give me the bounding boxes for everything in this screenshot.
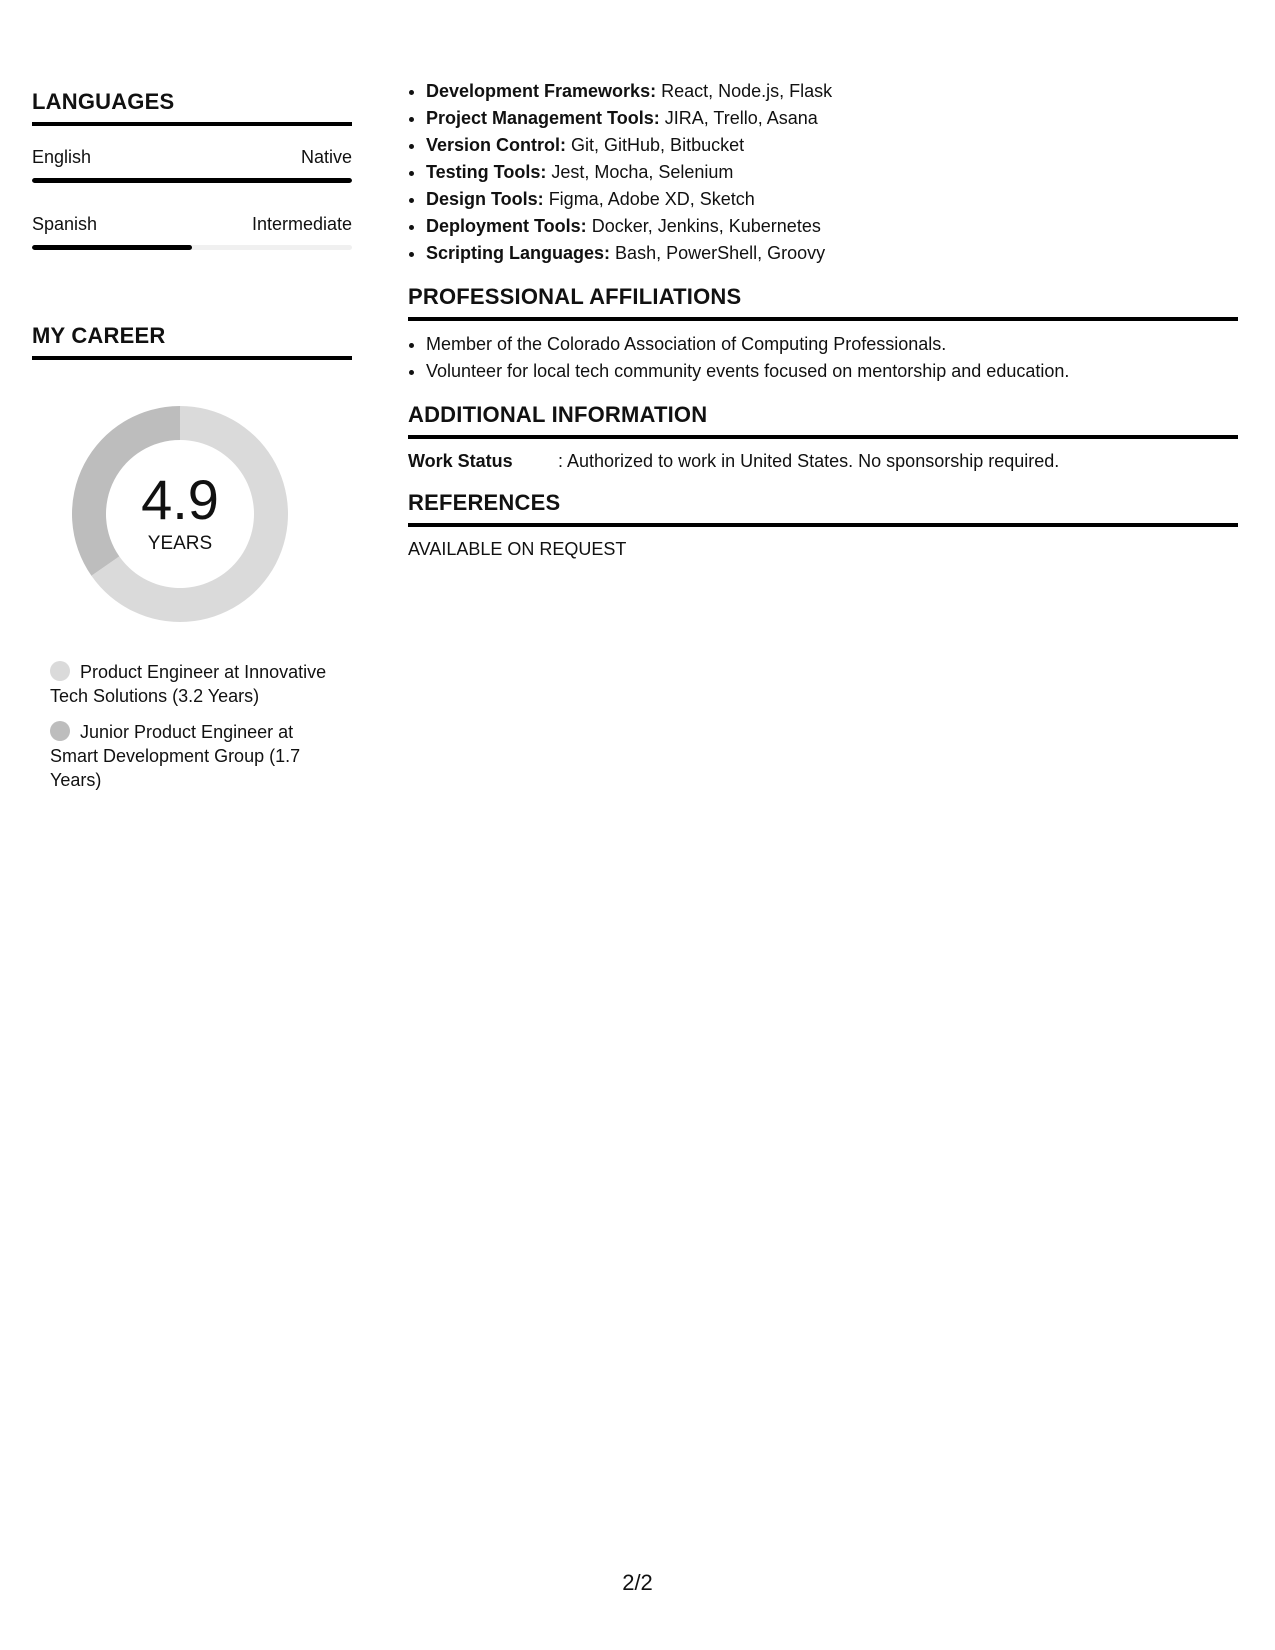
language-item: [32, 146, 352, 183]
career-total-unit: YEARS: [147, 533, 213, 554]
language-proficiency-bar: [32, 178, 352, 183]
legend-dot-icon: [50, 661, 70, 681]
language-name: Spanish: [32, 214, 98, 234]
legend-item: [50, 660, 330, 708]
skill-label: Testing Tools:: [426, 162, 547, 182]
skill-value: JIRA, Trello, Asana: [664, 108, 818, 128]
references-heading: REFERENCES: [408, 489, 1238, 527]
skill-item: [426, 240, 1238, 267]
languages-section: [32, 88, 352, 250]
language-level: Native: [300, 147, 352, 167]
language-proficiency-bar: [32, 245, 352, 250]
skill-value: Bash, PowerShell, Groovy: [615, 243, 826, 263]
language-proficiency-fill: [32, 178, 352, 183]
language-item: [32, 213, 352, 250]
skill-label: Project Management Tools:: [426, 108, 660, 128]
career-legend: [50, 660, 330, 792]
skill-label: Version Control:: [426, 135, 567, 155]
language-proficiency-fill: [32, 245, 192, 250]
left-column: [32, 88, 352, 804]
skill-label: Development Frameworks:: [426, 81, 657, 101]
language-name: English: [32, 147, 92, 167]
references-text: AVAILABLE ON REQUEST: [408, 539, 627, 559]
skill-item: [426, 213, 1238, 240]
work-status-row: [408, 449, 1238, 473]
language-level: Intermediate: [251, 214, 352, 234]
additional-info-heading: ADDITIONAL INFORMATION: [408, 401, 1238, 439]
skill-value: Docker, Jenkins, Kubernetes: [591, 216, 821, 236]
affiliations-section: [408, 283, 1238, 385]
skill-value: Figma, Adobe XD, Sketch: [548, 189, 755, 209]
skill-item: [426, 132, 1238, 159]
skills-list: [408, 78, 1238, 267]
legend-item: [50, 720, 330, 792]
career-donut-chart: [66, 400, 294, 628]
skill-label: Deployment Tools:: [426, 216, 587, 236]
additional-info-section: [408, 401, 1238, 473]
skill-item: [426, 186, 1238, 213]
skill-item: [426, 105, 1238, 132]
career-total-years: 4.9: [141, 468, 219, 531]
affiliation-item: • Member of the Colorado Association of Computing Professionals.: [426, 331, 1238, 358]
career-section: [32, 322, 352, 792]
languages-list: [32, 146, 352, 250]
skill-value: Jest, Mocha, Selenium: [551, 162, 734, 182]
affiliation-item: • Volunteer for local tech community events focused on mentorship and education.: [426, 358, 1238, 385]
work-status-value: : Authorized to work in United States. No sponsorship required.: [558, 451, 1060, 471]
affiliations-heading: PROFESSIONAL AFFILIATIONS: [408, 283, 1238, 321]
skill-label: Design Tools:: [426, 189, 544, 209]
legend-dot-icon: [50, 721, 70, 741]
affiliations-list: [408, 331, 1238, 385]
skill-value: React, Node.js, Flask: [661, 81, 833, 101]
page-number: 2/2: [622, 1570, 653, 1595]
skill-label: Scripting Languages:: [426, 243, 611, 263]
work-status-key: Work Status: [408, 451, 513, 471]
career-heading: MY CAREER: [32, 322, 352, 360]
skill-item: [426, 78, 1238, 105]
languages-heading: LANGUAGES: [32, 88, 352, 126]
legend-label: Junior Product Engineer at Smart Development Group (1.7 Years): [50, 722, 301, 790]
right-column: [408, 78, 1238, 561]
legend-label: Product Engineer at Innovative Tech Solutions (3.2 Years): [50, 662, 327, 706]
donut-center: [66, 400, 294, 628]
skill-value: Git, GitHub, Bitbucket: [571, 135, 745, 155]
references-section: [408, 489, 1238, 561]
skill-item: [426, 159, 1238, 186]
